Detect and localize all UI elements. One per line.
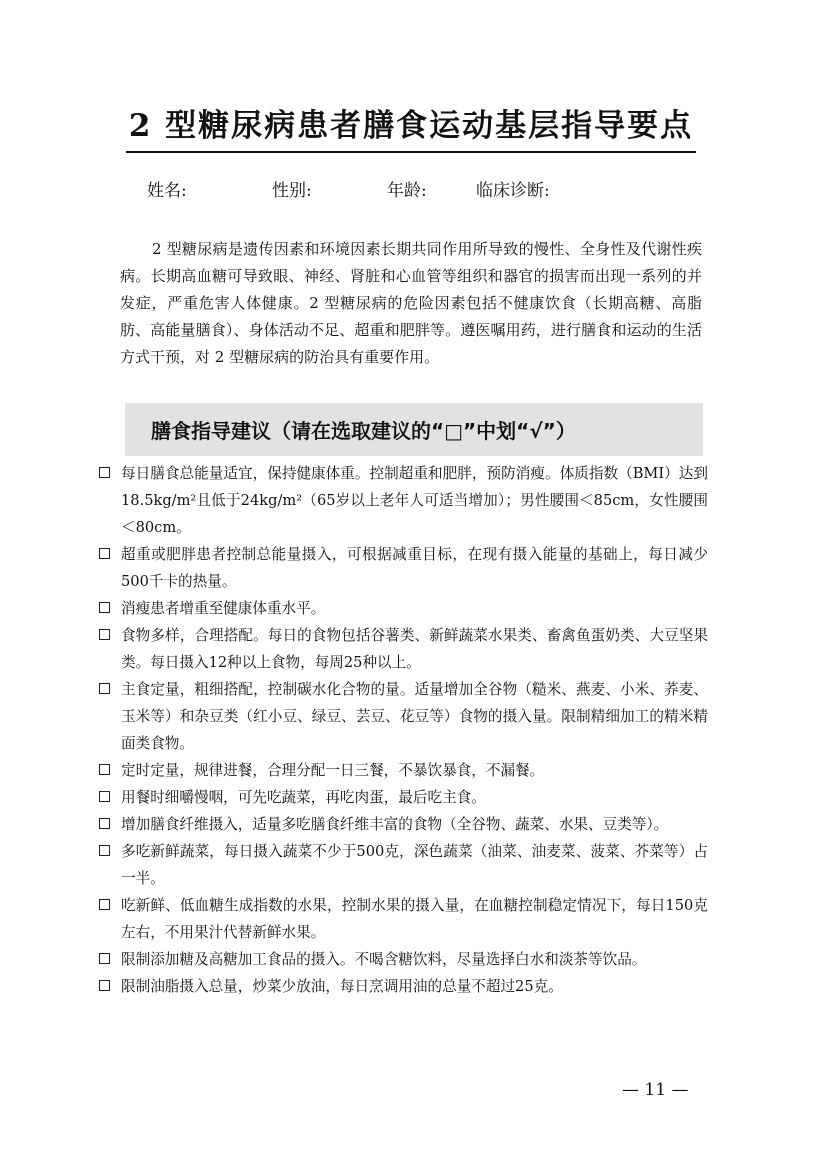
checkbox[interactable]	[99, 629, 110, 640]
checkbox[interactable]	[99, 467, 110, 478]
list-item	[98, 811, 708, 838]
advice-list	[98, 460, 708, 1000]
intro-paragraph	[120, 236, 702, 371]
checkbox[interactable]	[99, 899, 110, 910]
list-item	[98, 838, 708, 892]
list-item	[98, 784, 708, 811]
checkbox[interactable]	[99, 953, 110, 964]
item-text: 超重或肥胖患者控制总能量摄入，可根据减重目标，在现有摄入能量的基础上，每日减少500千卡的热量。	[121, 546, 708, 590]
checkbox[interactable]	[99, 980, 110, 991]
item-text: 限制添加糖及高糖加工食品的摄入。不喝含糖饮料，尽量选择白水和淡茶等饮品。	[121, 951, 647, 968]
name-label: 姓名:	[147, 181, 187, 201]
intro-text: 2 型糖尿病是遗传因素和环境因素长期共同作用所导致的慢性、全身性及代谢性疾病。长期高血糖可导致眼、神经、肾脏和心血管等组织和器官的损害而出现一系列的并发症，严重危害人体健康。2 型糖尿病的危险因素包括不健康饮食（长期高糖、高脂肪、高能量膳食）、身体活动不足、超重和肥胖等。遵医嘱用药，进行膳食和运动的生活方式干预，对 2 型糖尿病的防治具有重要作用。	[120, 240, 702, 366]
item-text: 增加膳食纤维摄入，适量多吃膳食纤维丰富的食物（全谷物、蔬菜、水果、豆类等）。	[121, 816, 669, 833]
list-item	[98, 676, 708, 757]
checkbox[interactable]	[99, 764, 110, 775]
item-text: 多吃新鲜蔬菜，每日摄入蔬菜不少于500克，深色蔬菜（油菜、油麦菜、菠菜、芥菜等）占一半。	[121, 843, 708, 887]
list-item	[98, 595, 708, 622]
title-underline	[126, 151, 696, 153]
checkbox[interactable]	[99, 683, 110, 694]
item-text: 食物多样，合理搭配。每日的食物包括谷薯类、新鲜蔬菜水果类、畜禽鱼蛋奶类、大豆坚果类。每日摄入12种以上食物，每周25种以上。	[121, 627, 708, 671]
age-label: 年龄:	[387, 181, 427, 201]
list-item	[98, 946, 708, 973]
diagnosis-label: 临床诊断:	[476, 181, 550, 201]
item-text: 吃新鲜、低血糖生成指数的水果，控制水果的摄入量，在血糖控制稳定情况下，每日150克左右，不用果汁代替新鲜水果。	[121, 897, 708, 941]
item-text: 主食定量，粗细搭配，控制碳水化合物的量。适量增加全谷物（糙米、燕麦、小米、荞麦、玉米等）和杂豆类（红小豆、绿豆、芸豆、花豆等）食物的摄入量。限制精细加工的精米精面类食物。	[121, 681, 708, 752]
list-item	[98, 541, 708, 595]
section-header	[125, 403, 703, 456]
document-title: 2 型糖尿病患者膳食运动基层指导要点	[128, 108, 694, 144]
item-text: 定时定量，规律进餐，合理分配一日三餐，不暴饮暴食，不漏餐。	[121, 762, 545, 779]
list-item	[98, 460, 708, 541]
checkbox[interactable]	[99, 602, 110, 613]
checkbox[interactable]	[99, 845, 110, 856]
checkbox[interactable]	[99, 791, 110, 802]
item-text: 每日膳食总能量适宜，保持健康体重。控制超重和肥胖，预防消瘦。体质指数（BMI）达到18.5kg/m²且低于24kg/m²（65岁以上老年人可适当增加）；男性腰围＜85cm，女性腰围＜80cm。	[121, 465, 708, 536]
section-title: 膳食指导建议（请在选取建议的“□”中划“√”）	[151, 419, 576, 443]
item-text: 消瘦患者增重至健康体重水平。	[121, 600, 326, 617]
list-item	[98, 622, 708, 676]
patient-info-row	[0, 176, 826, 202]
gender-label: 性别:	[272, 181, 312, 201]
page-number-text: — 11 —	[622, 1080, 689, 1100]
checkbox[interactable]	[99, 818, 110, 829]
item-text: 限制油脂摄入总量，炒菜少放油，每日烹调用油的总量不超过25克。	[121, 978, 563, 995]
item-text: 用餐时细嚼慢咽，可先吃蔬菜，再吃肉蛋，最后吃主食。	[121, 789, 486, 806]
checkbox[interactable]	[99, 548, 110, 559]
list-item	[98, 973, 708, 1000]
list-item	[98, 892, 708, 946]
list-item	[98, 757, 708, 784]
